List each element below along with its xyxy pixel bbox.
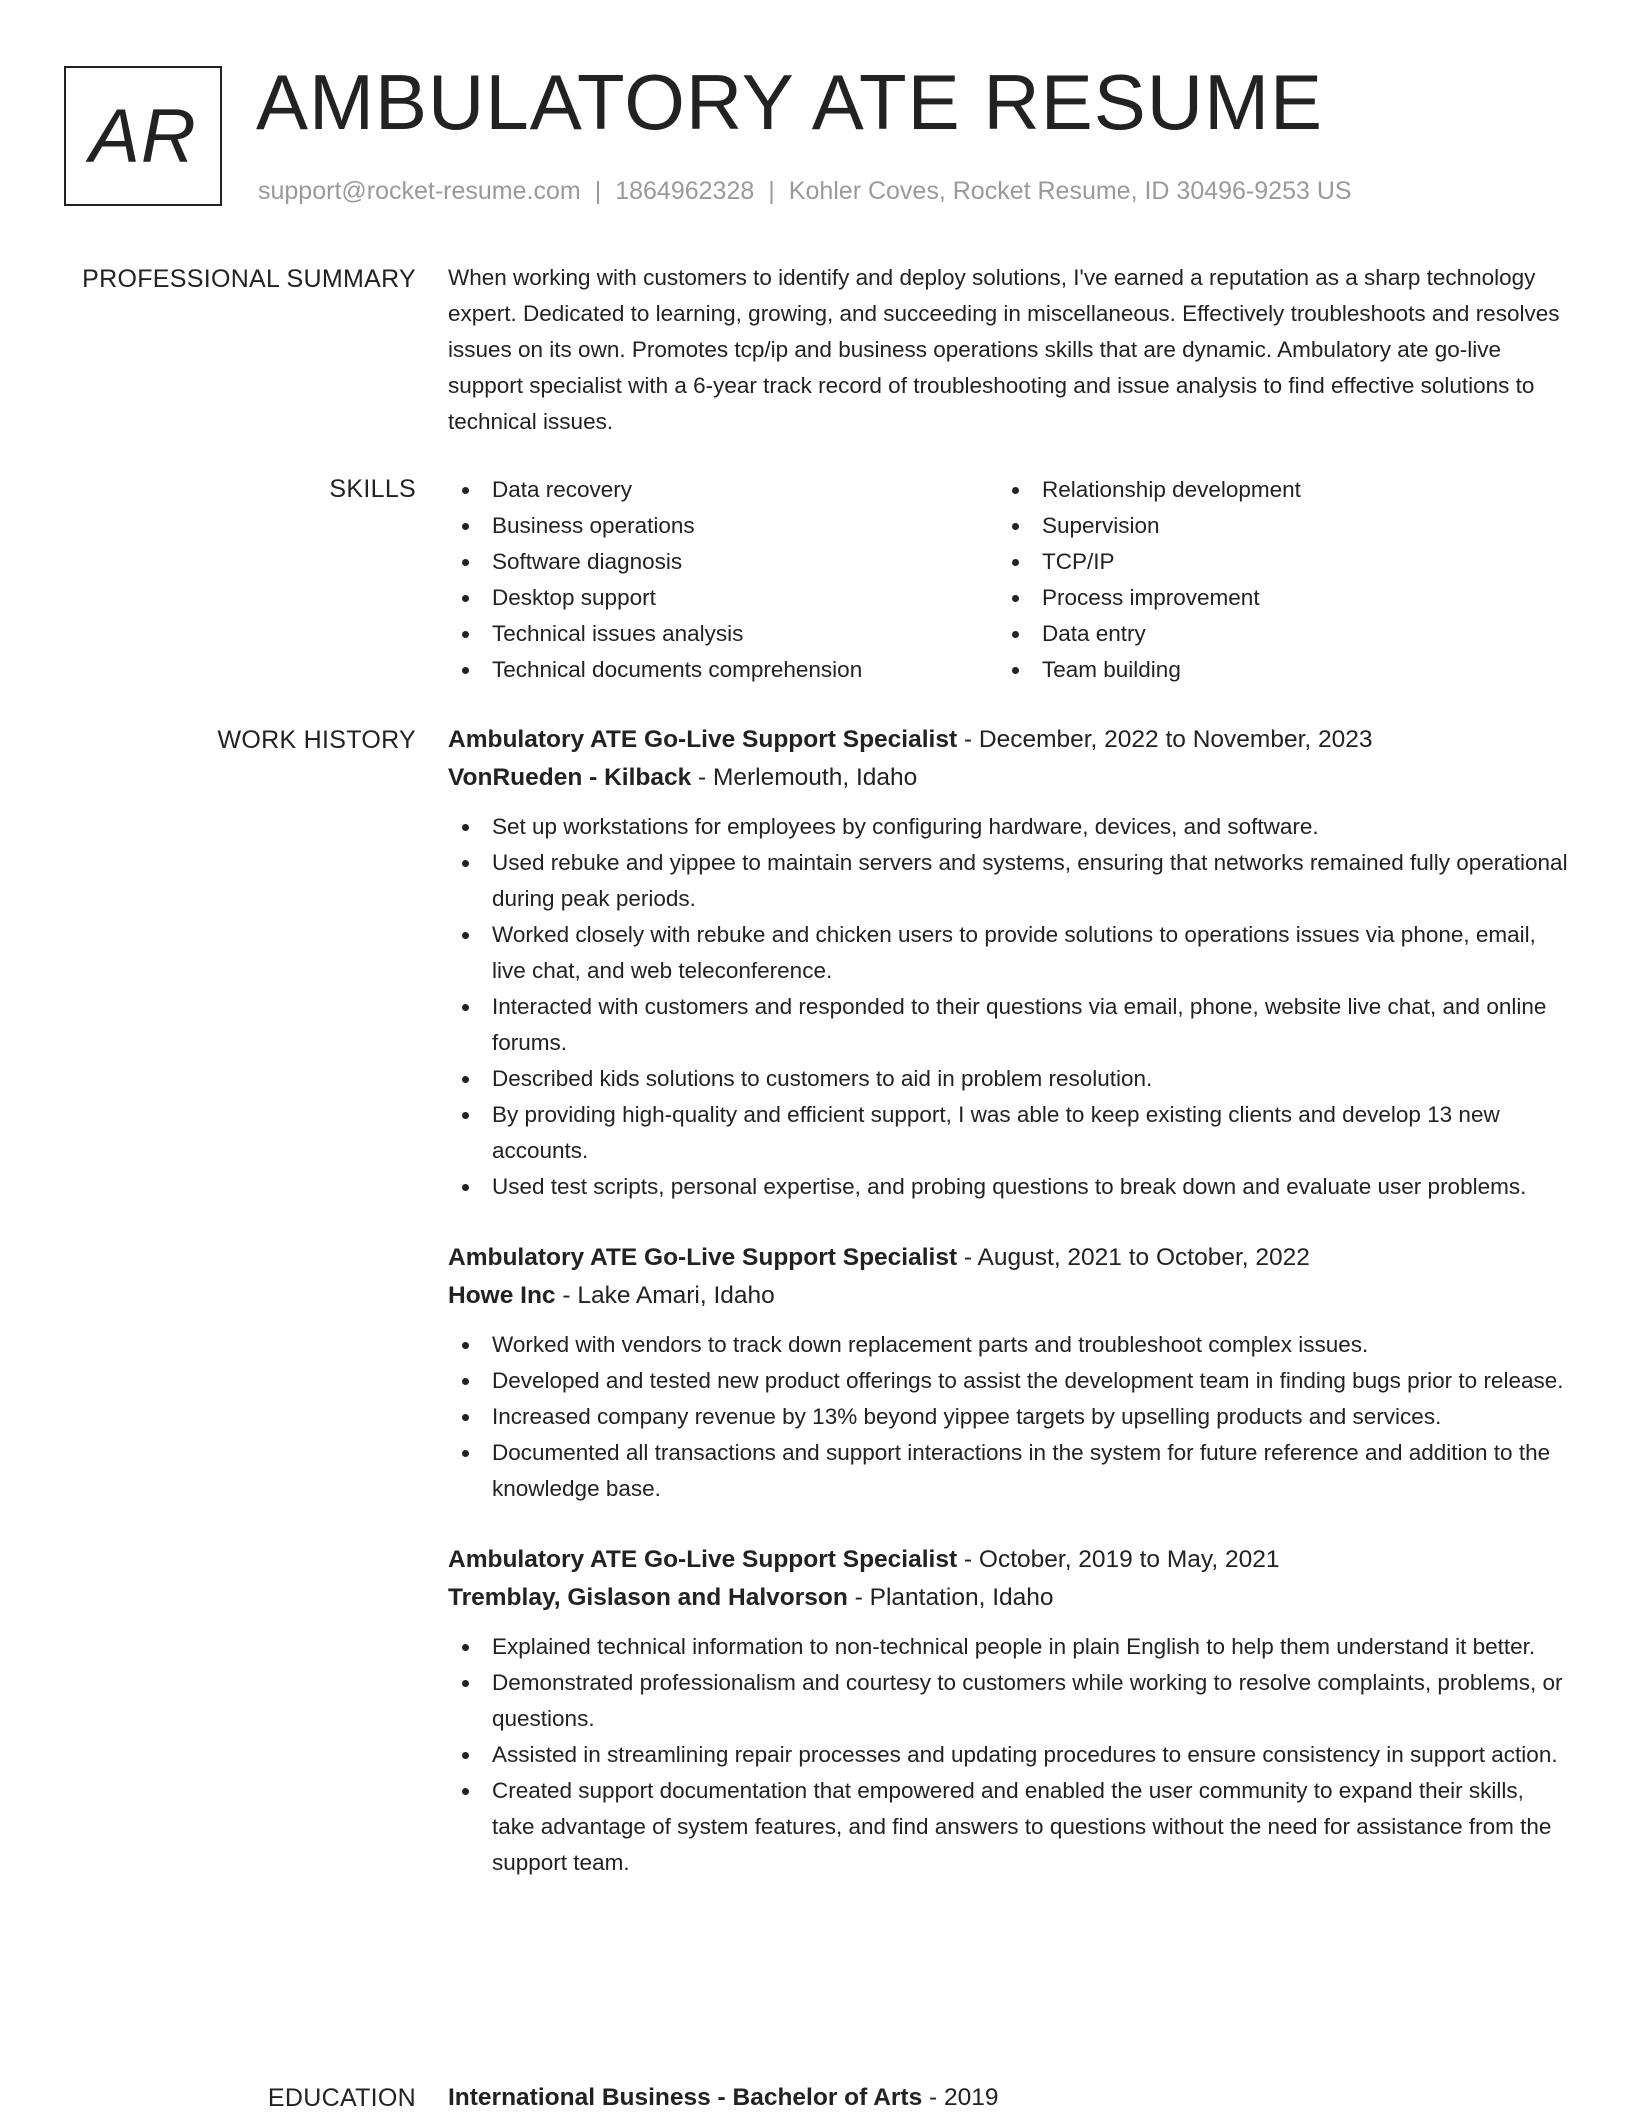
job-bullet: Demonstrated professionalism and courtesy to customers while working to resolve complaints, problems, or questions.	[448, 1665, 1568, 1737]
skill-item: TCP/IP	[998, 544, 1548, 580]
job-bullet: Assisted in streamlining repair processes and updating procedures to ensure consistency in support action.	[448, 1737, 1568, 1773]
job-company-line	[448, 1277, 1568, 1315]
skills-body	[448, 472, 1568, 688]
contact-line	[258, 174, 1352, 208]
skills-list-left	[448, 472, 998, 688]
skill-item: Data recovery	[448, 472, 998, 508]
job-bullet: Explained technical information to non-technical people in plain English to help them understand it better.	[448, 1629, 1568, 1665]
resume-title: AMBULATORY ATE RESUME	[256, 58, 1324, 146]
job-entry	[448, 1239, 1568, 1507]
job-entry	[448, 1541, 1568, 1881]
skill-item: Business operations	[448, 508, 998, 544]
monogram-box	[64, 66, 222, 206]
job-company: VonRueden - Kilback	[448, 764, 692, 791]
skill-item: Software diagnosis	[448, 544, 998, 580]
job-entry	[448, 721, 1568, 1205]
education-line	[448, 2079, 1568, 2117]
job-bullet: Increased company revenue by 13% beyond yippee targets by upselling products and services.	[448, 1399, 1568, 1435]
section-label-skills: SKILLS	[329, 475, 416, 503]
job-bullets	[448, 809, 1568, 1205]
job-bullet: Worked with vendors to track down replacement parts and troubleshoot complex issues.	[448, 1327, 1568, 1363]
section-label-work: WORK HISTORY	[217, 726, 416, 754]
skill-item: Relationship development	[998, 472, 1548, 508]
skill-item: Technical documents comprehension	[448, 652, 998, 688]
section-label-summary: PROFESSIONAL SUMMARY	[82, 265, 416, 293]
summary-text: When working with customers to identify and deploy solutions, I've earned a reputation as a sharp technology expert. Dedicated to learning, growing, and succeeding in miscellaneous. Effectively troubleshoots and resolves issues on its own. Promotes tcp/ip and business operations skills that are dynamic. Ambulatory ate go-live support specialist with a 6-year track record of troubleshooting and issue analysis to find effective solutions to technical issues.	[448, 265, 1560, 434]
job-bullet: Described kids solutions to customers to aid in problem resolution.	[448, 1061, 1568, 1097]
job-title-line	[448, 1541, 1568, 1579]
job-company-line	[448, 1579, 1568, 1617]
job-bullets	[448, 1327, 1568, 1507]
skills-list-right	[998, 472, 1548, 688]
job-dates: - December, 2022 to November, 2023	[957, 726, 1373, 753]
job-bullet: Interacted with customers and responded to their questions via email, phone, website live chat, and online forums.	[448, 989, 1568, 1061]
education-degree: International Business - Bachelor of Arts	[448, 2084, 923, 2111]
job-title-line	[448, 721, 1568, 759]
job-bullet: Used rebuke and yippee to maintain servers and systems, ensuring that networks remained fully operational during peak periods.	[448, 845, 1568, 917]
job-dates: - August, 2021 to October, 2022	[957, 1244, 1310, 1271]
job-bullet: By providing high-quality and efficient support, I was able to keep existing clients and develop 13 new accounts.	[448, 1097, 1568, 1169]
education-year: - 2019	[922, 2084, 999, 2111]
skill-item: Process improvement	[998, 580, 1548, 616]
job-location: - Merlemouth, Idaho	[691, 764, 918, 791]
job-title: Ambulatory ATE Go-Live Support Specialist	[448, 1546, 958, 1573]
job-bullet: Worked closely with rebuke and chicken users to provide solutions to operations issues via phone, email, live chat, and web teleconference.	[448, 917, 1568, 989]
summary-body	[448, 260, 1568, 440]
job-location: - Plantation, Idaho	[847, 1584, 1054, 1611]
contact-address: Kohler Coves, Rocket Resume, ID 30496-9253 US	[788, 177, 1352, 205]
skill-item: Desktop support	[448, 580, 998, 616]
job-title: Ambulatory ATE Go-Live Support Specialist	[448, 1244, 958, 1271]
contact-separator: |	[594, 177, 602, 205]
monogram-initials: AR	[89, 93, 197, 179]
job-bullet: Created support documentation that empowered and enabled the user community to expand their skills, take advantage of system features, and find answers to questions without the need for assistance from the support team.	[448, 1773, 1568, 1881]
job-title: Ambulatory ATE Go-Live Support Specialist	[448, 726, 958, 753]
job-bullet: Set up workstations for employees by configuring hardware, devices, and software.	[448, 809, 1568, 845]
job-dates: - October, 2019 to May, 2021	[957, 1546, 1280, 1573]
contact-separator: |	[768, 177, 775, 205]
skill-item: Supervision	[998, 508, 1548, 544]
job-location: - Lake Amari, Idaho	[555, 1282, 775, 1309]
job-company: Tremblay, Gislason and Halvorson	[448, 1584, 848, 1611]
skill-item: Team building	[998, 652, 1548, 688]
job-title-line	[448, 1239, 1568, 1277]
job-bullet: Documented all transactions and support interactions in the system for future reference and addition to the knowledge base.	[448, 1435, 1568, 1507]
job-bullets	[448, 1629, 1568, 1881]
skill-item: Technical issues analysis	[448, 616, 998, 652]
skill-item: Data entry	[998, 616, 1548, 652]
work-history-body	[448, 721, 1568, 1915]
job-company: Howe Inc	[448, 1282, 556, 1309]
contact-phone[interactable]: 1864962328	[615, 177, 755, 205]
contact-email[interactable]: support@rocket-resume.com	[258, 177, 581, 205]
job-company-line	[448, 759, 1568, 797]
section-label-education: EDUCATION	[267, 2084, 416, 2112]
job-bullet: Used test scripts, personal expertise, and probing questions to break down and evaluate user problems.	[448, 1169, 1568, 1205]
job-bullet: Developed and tested new product offerings to assist the development team in finding bugs prior to release.	[448, 1363, 1568, 1399]
education-body	[448, 2079, 1568, 2117]
